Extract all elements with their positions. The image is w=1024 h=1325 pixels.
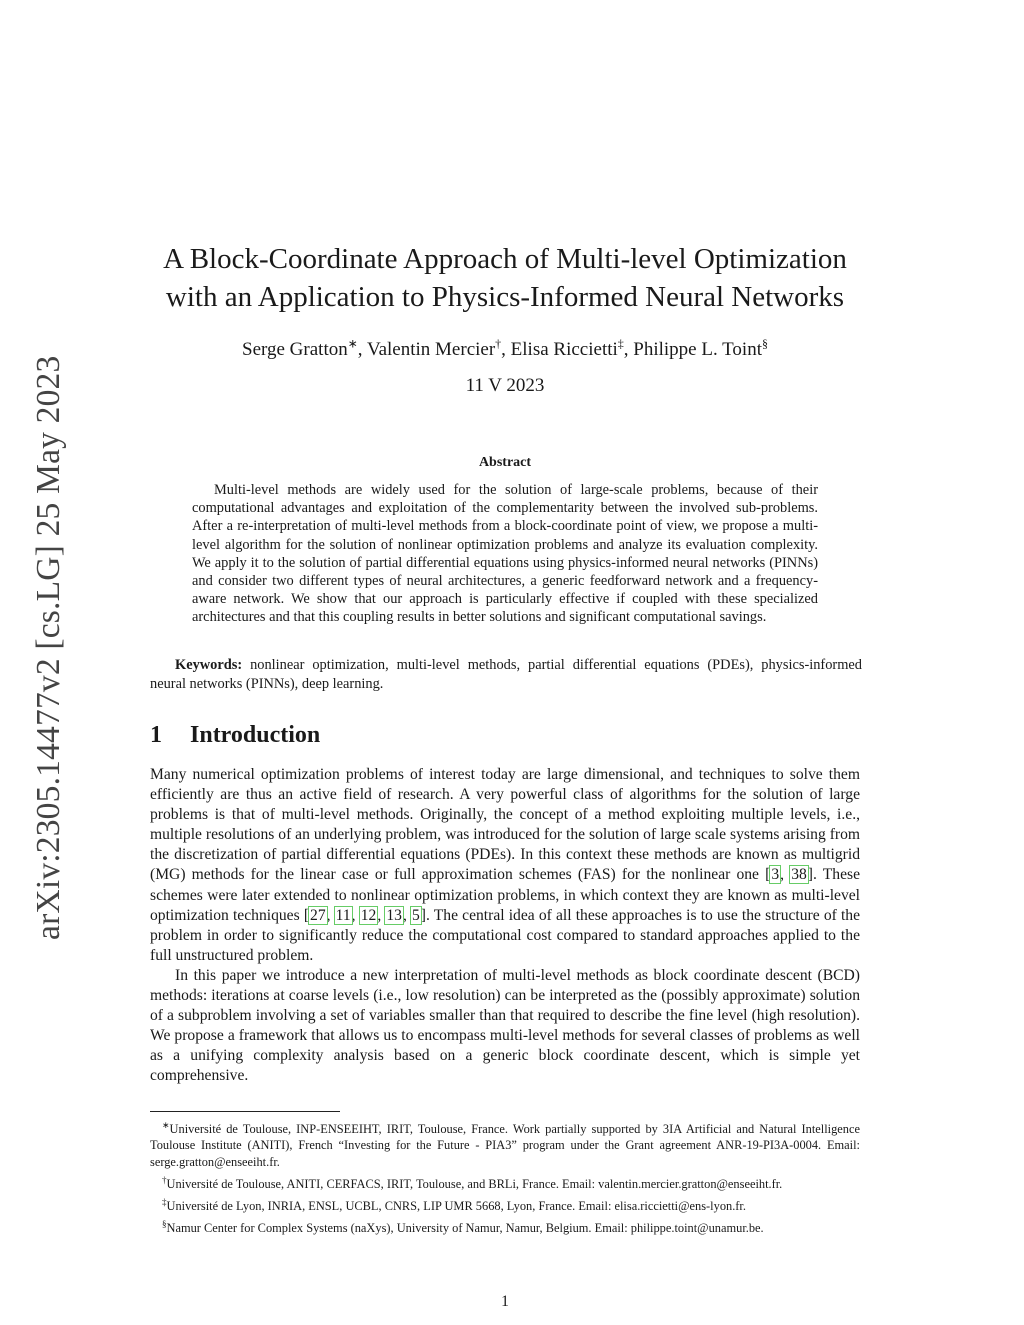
- citation-link[interactable]: 11: [335, 906, 351, 924]
- citation-link[interactable]: 13: [386, 906, 402, 924]
- footnote: ∗Université de Toulouse, INP-ENSEEIHT, IRIT, Toulouse, France. Work partially supported by 3IA Artificial and Natural Intelligence Toulouse Institute (ANITI), French “Investing for the Future - PIA3” program under the Grant agreement ANR-19-PI3A-0004. Email: serge.gratton@enseeiht.fr.: [150, 1120, 860, 1169]
- footnote-mark: ‡: [162, 1197, 167, 1208]
- author: Philippe L. Toint§: [633, 337, 768, 361]
- footnote-mark: §: [162, 1219, 167, 1230]
- footnotes: [150, 1117, 860, 1239]
- footnote: ‡Université de Lyon, INRIA, ENSL, UCBL, CNRS, LIP UMR 5668, Lyon, France. Email: elisa.riccietti@ens-lyon.fr.: [162, 1197, 746, 1214]
- footnote-mark: ∗: [162, 1120, 170, 1130]
- author: Serge Gratton∗,: [242, 337, 367, 361]
- paper-title: [150, 240, 860, 316]
- citation-link[interactable]: 5: [412, 906, 420, 924]
- arxiv-sidebar-stamp: arXiv:2305.14477v2 [cs.LG] 25 May 2023: [30, 355, 67, 940]
- footnote-mark[interactable]: §: [761, 337, 768, 351]
- abstract-heading: Abstract: [478, 455, 532, 470]
- footnote-mark[interactable]: ∗: [347, 337, 358, 351]
- footnote-mark[interactable]: †: [495, 337, 502, 351]
- citation-link[interactable]: 27: [310, 906, 326, 924]
- abstract-text: Multi-level methods are widely used for the solution of large-scale problems, because of their computational advantages and exploitation of the complementarity between the involved sub-problems. After a re-interpretation of multi-level methods from a block-coordinate point of view, we propose a multi-level algorithm for the solution of nonlinear optimization problems and analyze its evaluation complexity. We apply it to the solution of partial differential equations using physics-informed neural networks (PINNs) and consider two different types of neural architectures, a generic feedforward network and a frequency-aware network. We show that our approach is particularly effective if coupled with these specialized architectures and that this coupling results in better solutions and significant computational savings.: [192, 482, 818, 626]
- citation-link[interactable]: 12: [360, 906, 377, 924]
- title-line-1: A Block-Coordinate Approach of Multi-level Optimization: [163, 243, 847, 275]
- paragraph: Many numerical optimization problems of interest today are large dimensional, and techniques to solve them efficiently are thus an active field of research. A very powerful class of algorithms for the solution of large problems is that of multi-level methods. Originally, the concept of a method exploiting multiple levels, i.e., multiple resolutions of an underlying problem, was introduced for the solution of large scale systems arising from the discretization of partial differential equations (PDEs). In this context these methods are known as multigrid (MG) methods for the linear case or full approximation schemes (FAS) for the nonlinear one [3, 38]. These schemes were later extended to nonlinear optimization problems, in which context they are known as multi-level optimization techniques [27, 11, 12, 13, 5]. The central idea of all these approaches is to use the structure of the problem in order to significantly reduce the computational cost compared to standard approaches applied to the full unstructured problem.: [150, 766, 861, 964]
- paragraph: In this paper we introduce a new interpretation of multi-level methods as block coordinate descent (BCD) methods: iterations at coarse levels (i.e., low resolution) can be interpreted as the (possibly approximate) solution of a subproblem involving a set of variables smaller than that required to describe the fine level (high resolution). We propose a framework that allows us to encompass multi-level methods for several classes of problems as well as a unifying complexity analysis based on a generic block coordinate descent, which is simple yet comprehensive.: [150, 966, 860, 1085]
- title-line-2: with an Application to Physics-Informed Neural Networks: [165, 281, 845, 313]
- keywords-text: nonlinear optimization, multi-level methods, partial differential equations (PDEs), physics-informed neural networks (PINNs), deep learning.: [150, 657, 862, 692]
- keywords: [150, 656, 862, 694]
- section-title: Introduction: [190, 722, 321, 748]
- keywords-label: Keywords:: [175, 657, 243, 673]
- paper-date: 11 V 2023: [465, 375, 545, 396]
- section-number: 1: [150, 722, 162, 748]
- body-text: [150, 765, 860, 1087]
- author: Valentin Mercier†,: [366, 337, 511, 361]
- footnote-mark: †: [162, 1174, 167, 1185]
- footnote-mark[interactable]: ‡: [617, 337, 624, 351]
- footnote: †Université de Toulouse, ANITI, CERFACS, IRIT, Toulouse, and BRLi, France. Email: valentin.mercier.gratton@enseeiht.fr.: [162, 1174, 783, 1191]
- citation-link[interactable]: 38: [791, 866, 807, 884]
- footnote: §Namur Center for Complex Systems (naXys), University of Namur, Namur, Belgium. Email: philippe.toint@unamur.be.: [162, 1219, 764, 1236]
- page-number: 1: [501, 1293, 509, 1310]
- author-list: [150, 337, 860, 361]
- footnote-divider: [150, 1111, 340, 1112]
- section-heading: [150, 722, 320, 749]
- citation-link[interactable]: 3: [771, 866, 780, 884]
- author: Elisa Riccietti‡,: [510, 337, 634, 361]
